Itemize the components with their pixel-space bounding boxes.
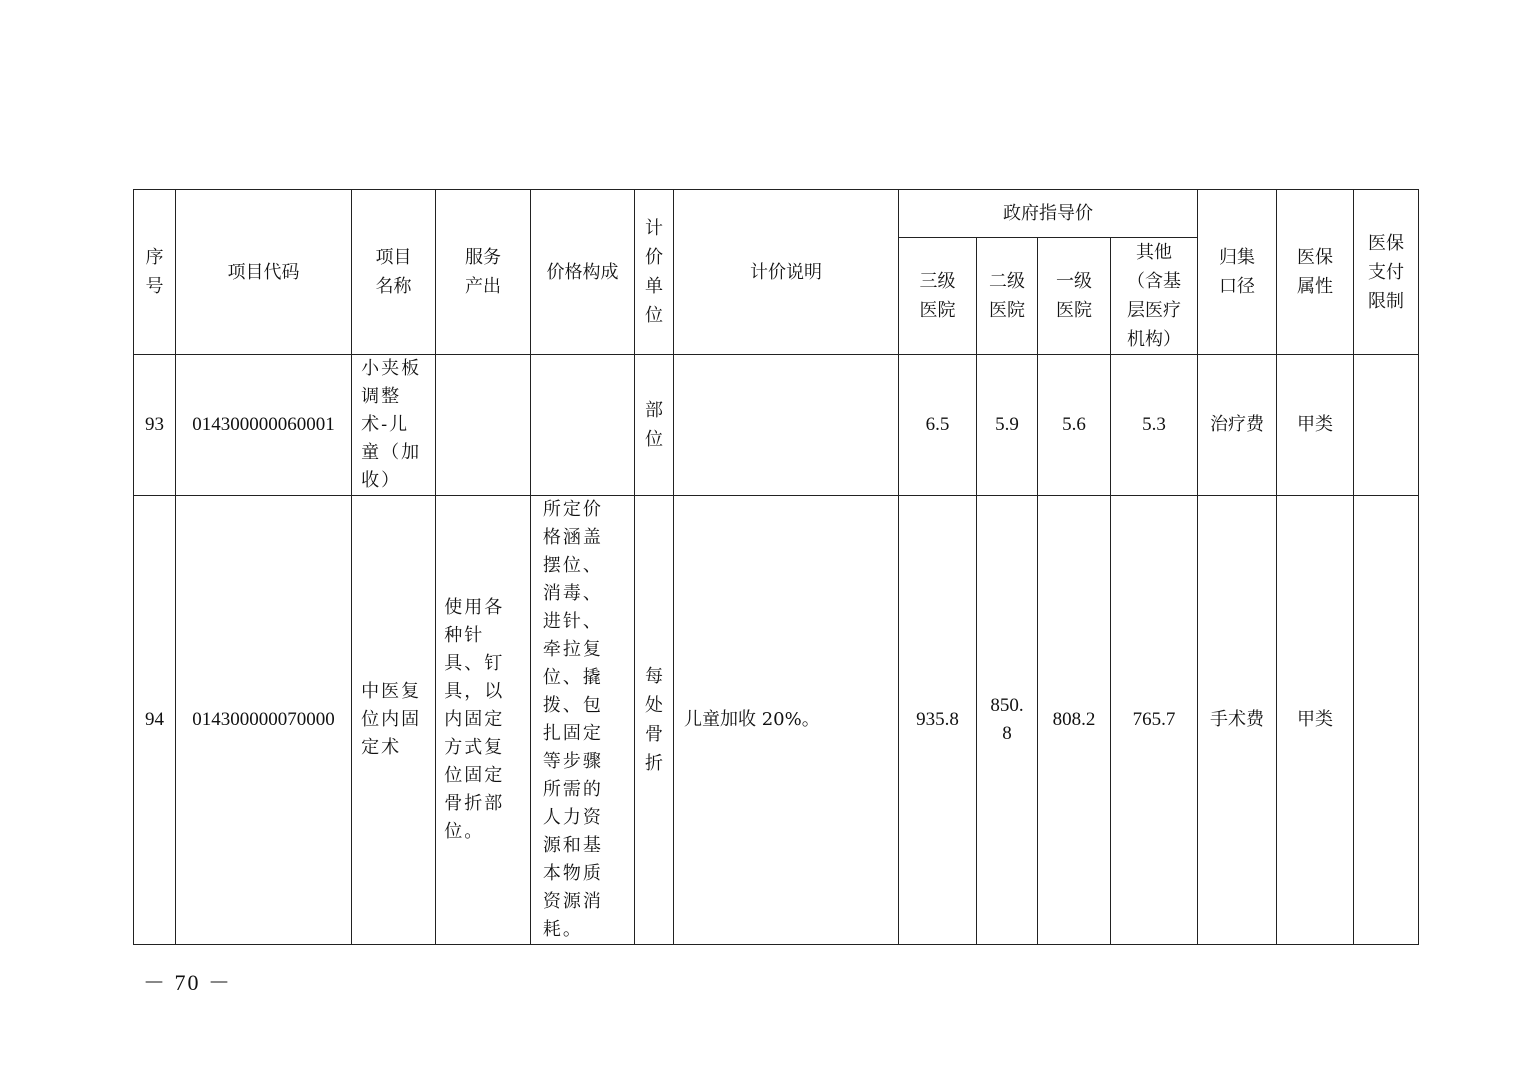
row-level2: 850.8: [977, 496, 1038, 945]
row-unit: 部位: [635, 355, 674, 496]
header-level2: 二级医院: [977, 238, 1038, 355]
row-seq: 94: [134, 496, 176, 945]
header-gov-price: 政府指导价: [899, 190, 1198, 238]
page-number: － 70 －: [143, 970, 233, 995]
row-other: 765.7: [1111, 496, 1198, 945]
header-composition: 价格构成: [531, 190, 635, 355]
row-note: 儿童加收 20%。: [674, 496, 899, 945]
row-level1: 5.6: [1038, 355, 1111, 496]
header-category: 归集口径: [1198, 190, 1277, 355]
row-name: 中医复位内固定术: [352, 496, 436, 945]
row-level2: 5.9: [977, 355, 1038, 496]
header-restriction: 医保支付限制: [1354, 190, 1419, 355]
row-unit: 每处骨折: [635, 496, 674, 945]
header-output: 服务产出: [436, 190, 531, 355]
header-name: 项目名称: [352, 190, 436, 355]
row-restriction: [1354, 496, 1419, 945]
header-level3: 三级医院: [899, 238, 977, 355]
row-output: [436, 355, 531, 496]
row-restriction: [1354, 355, 1419, 496]
row-level1: 808.2: [1038, 496, 1111, 945]
table-row: [134, 355, 1419, 496]
row-output: 使用各种针具、钉具，以内固定方式复位固定骨折部位。: [436, 496, 531, 945]
row-insurance: 甲类: [1277, 355, 1354, 496]
row-note: [674, 355, 899, 496]
row-category: 治疗费: [1198, 355, 1277, 496]
row-category: 手术费: [1198, 496, 1277, 945]
row-code: 014300000060001: [176, 355, 352, 496]
row-level3: 935.8: [899, 496, 977, 945]
header-other: 其他（含基层医疗机构）: [1111, 238, 1198, 355]
header-insurance: 医保属性: [1277, 190, 1354, 355]
header-code: 项目代码: [176, 190, 352, 355]
row-composition: [531, 355, 635, 496]
header-level1: 一级医院: [1038, 238, 1111, 355]
row-insurance: 甲类: [1277, 496, 1354, 945]
row-seq: 93: [134, 355, 176, 496]
table-row: [134, 496, 1419, 945]
row-name: 小夹板调整术-儿童（加收）: [352, 355, 436, 496]
row-composition: 所定价格涵盖摆位、消毒、进针、牵拉复位、撬拨、包扎固定等步骤所需的人力资源和基本物质资源消耗。: [531, 496, 635, 945]
header-note: 计价说明: [674, 190, 899, 355]
row-other: 5.3: [1111, 355, 1198, 496]
row-level3: 6.5: [899, 355, 977, 496]
header-seq: 序号: [134, 190, 176, 355]
price-table: [133, 189, 1419, 945]
header-row-1: [134, 190, 1419, 238]
row-code: 014300000070000: [176, 496, 352, 945]
header-unit: 计价单位: [635, 190, 674, 355]
